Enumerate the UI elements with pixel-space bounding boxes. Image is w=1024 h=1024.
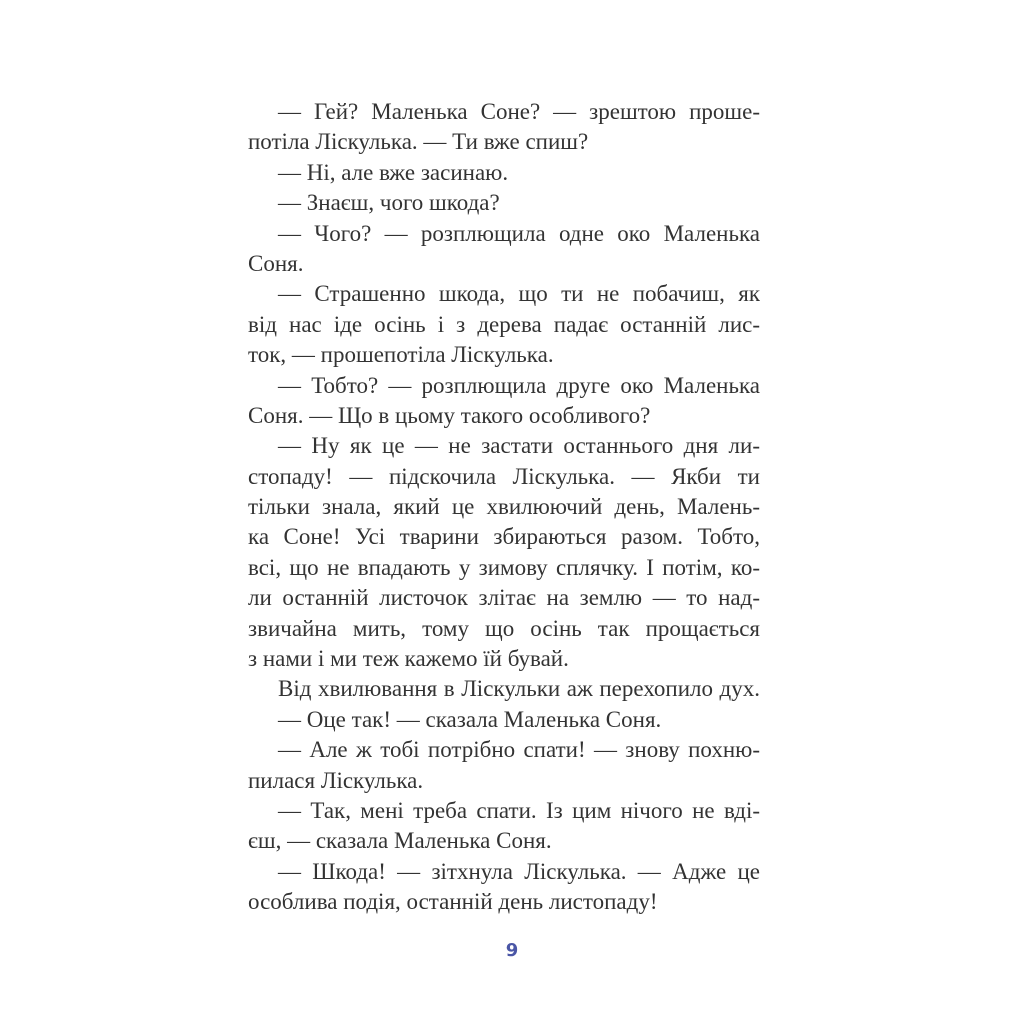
text-line: ка Соне! Усі тварини збираються разом. Тобто,	[248, 524, 760, 550]
text-line: стопаду! — підскочила Ліскулька. — Якби ти	[248, 463, 760, 489]
text-line: — Оце так! — сказала Маленька Соня.	[278, 706, 662, 732]
text-line: особлива подія, останній день листопаду!	[248, 889, 658, 915]
page-number: 9	[505, 940, 519, 961]
text-line: тільки знала, який це хвилюючий день, Малень-	[248, 494, 760, 520]
text-line: — Тобто? — розплющила друге око Маленька	[278, 372, 760, 398]
text-line: потіла Ліскулька. — Ти вже спиш?	[248, 129, 589, 155]
text-line: — Знаєш, чого шкода?	[278, 190, 500, 216]
text-line: пилася Ліскулька.	[248, 767, 424, 793]
text-line: ли останній листочок злітає на землю — то над-	[248, 585, 760, 611]
text-line: — Але ж тобі потрібно спати! — знову похню-	[278, 737, 760, 763]
text-line: — Гей? Маленька Соне? — зрештою проше-	[278, 99, 760, 124]
text-line: Від хвилювання в Ліскульки аж перехопило дух.	[278, 676, 760, 702]
text-line: ток, — прошепотіла Ліскулька.	[248, 342, 554, 368]
page-body-text	[248, 97, 760, 918]
text-line: звичайна мить, тому що осінь так прощається	[248, 615, 760, 641]
text-line: з нами і ми теж кажемо їй бувай.	[248, 646, 569, 672]
text-line: єш, — сказала Маленька Соня.	[248, 828, 552, 854]
text-line: від нас іде осінь і з дерева падає останній лис-	[248, 311, 760, 337]
text-line: — Шкода! — зітхнула Ліскулька. — Адже це	[278, 858, 760, 884]
text-line: — Ні, але вже засинаю.	[278, 159, 509, 185]
text-line: — Чого? — розплющила одне око Маленька	[278, 220, 760, 246]
text-line: — Так, мені треба спати. Із цим нічого не вді-	[278, 797, 760, 823]
text-line: — Ну як це — не застати останнього дня ли-	[278, 433, 760, 459]
text-line: — Страшенно шкода, що ти не побачиш, як	[278, 281, 760, 307]
text-line: Соня. — Що в цьому такого особливого?	[248, 402, 651, 428]
text-line: всі, що не впадають у зимову сплячку. І потім, ко-	[248, 554, 760, 580]
text-line: Соня.	[248, 250, 304, 276]
